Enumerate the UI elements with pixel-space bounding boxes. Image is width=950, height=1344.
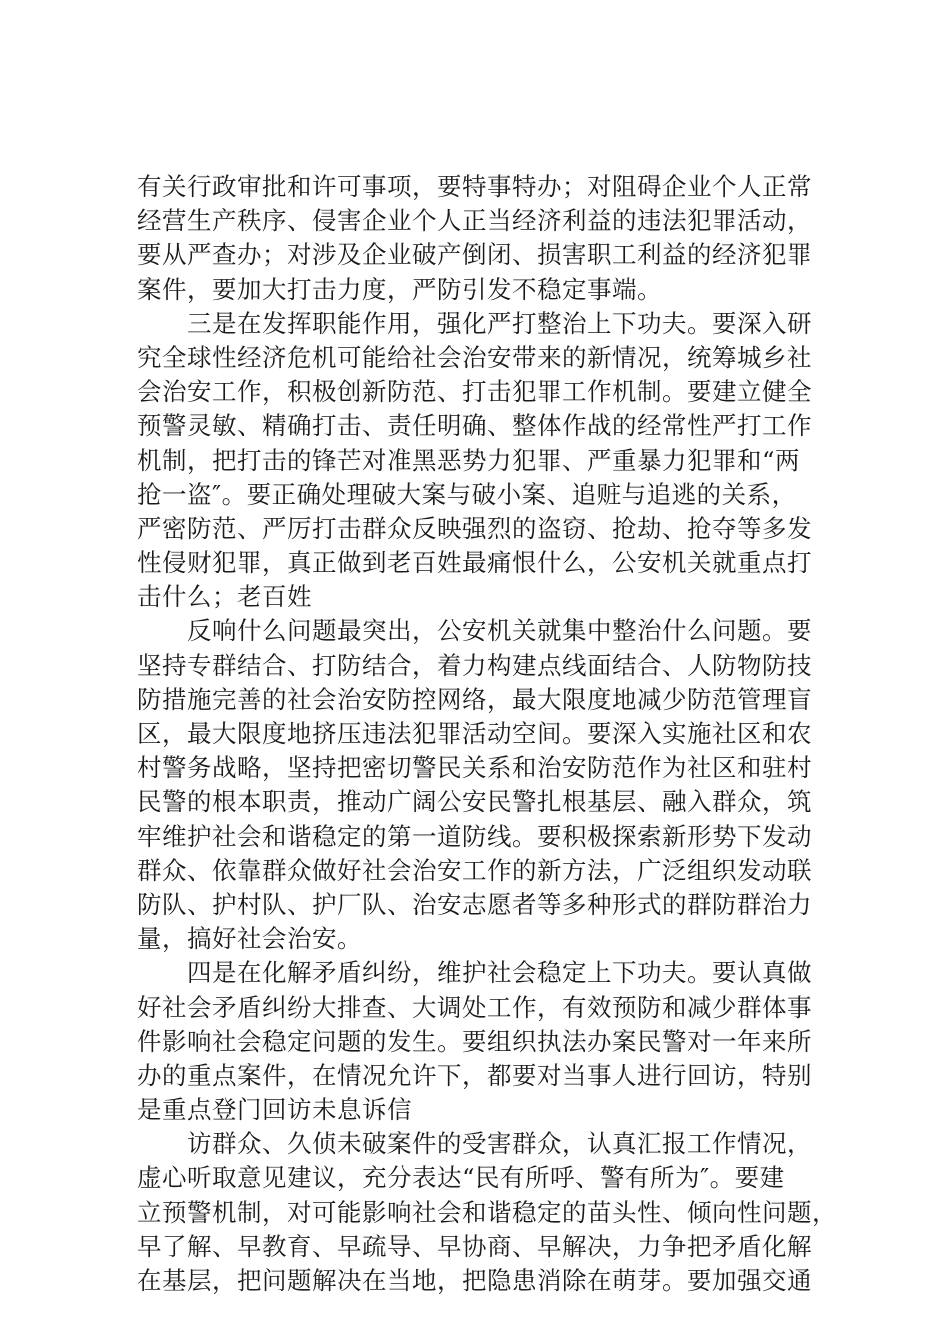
- text-line: 反响什么问题最突出，公安机关就集中整治什么问题。要: [187, 616, 812, 646]
- text-line: 虚心听取意见建议，充分表达“民有所呼、警有所为″。要建: [137, 1163, 785, 1193]
- text-line: 预警灵敏、精确打击、责任明确、整体作战的经常性严打工作: [137, 411, 812, 441]
- text-line: 抢一盗″。要正确处理破大案与破小案、追赃与追逃的关系，: [137, 479, 797, 509]
- text-line: 防队、护村队、护厂队、治安志愿者等多种形式的群防群治力: [137, 889, 812, 919]
- text-line: 防措施完善的社会治安防控网络，最大限度地减少防范管理盲: [137, 684, 812, 714]
- text-line: 好社会矛盾纠纷大排查、大调处工作，有效预防和减少群体事: [137, 992, 812, 1022]
- text-line: 牢维护社会和谐稳定的第一道防线。要积极探索新形势下发动: [137, 821, 812, 851]
- text-line: 坚持专群结合、打防结合，着力构建点线面结合、人防物防技: [137, 650, 812, 680]
- text-line: 三是在发挥职能作用，强化严打整治上下功夫。要深入研: [187, 308, 812, 338]
- text-line: 案件，要加大打击力度，严防引发不稳定事端。: [137, 274, 662, 304]
- text-line: 村警务战略，坚持把密切警民关系和治安防范作为社区和驻村: [137, 753, 812, 783]
- text-line: 办的重点案件，在情况允许下，都要对当事人进行回访，特别: [137, 1060, 812, 1090]
- text-line: 量，搞好社会治安。: [137, 924, 362, 954]
- document-body: [137, 170, 837, 1298]
- text-line: 是重点登门回访未息诉信: [137, 1095, 412, 1125]
- text-line: 在基层，把问题解决在当地，把隐患消除在萌芽。要加强交通: [137, 1266, 812, 1295]
- text-line: 会治安工作，积极创新防范、打击犯罪工作机制。要建立健全: [137, 377, 812, 407]
- text-line: 早了解、早教育、早疏导、早协商、早解决，力争把矛盾化解: [137, 1231, 812, 1261]
- text-line: 有关行政审批和许可事项，要特事特办；对阻碍企业个人正常: [137, 172, 812, 201]
- text-line: 四是在化解矛盾纠纷，维护社会稳定上下功夫。要认真做: [187, 958, 812, 988]
- text-line: 访群众、久侦未破案件的受害群众，认真汇报工作情况，: [187, 1129, 812, 1159]
- text-line: 区，最大限度地挤压违法犯罪活动空间。要深入实施社区和农: [137, 719, 812, 748]
- text-line: 群众、依靠群众做好社会治安工作的新方法，广泛组织发动联: [137, 855, 812, 885]
- text-line: 件影响社会稳定问题的发生。要组织执法办案民警对一年来所: [137, 1026, 812, 1056]
- text-line: 性侵财犯罪，真正做到老百姓最痛恨什么，公安机关就重点打: [137, 548, 812, 578]
- text-line: 击什么；老百姓: [137, 582, 312, 612]
- text-line: 机制，把打击的锋芒对准黑恶势力犯罪、严重暴力犯罪和“两: [137, 445, 801, 475]
- text-line: 严密防范、严厉打击群众反映强烈的盗窃、抢劫、抢夺等多发: [137, 513, 812, 543]
- text-line: 经营生产秩序、侵害企业个人正当经济利益的违法犯罪活动，: [137, 206, 812, 236]
- text-line: 究全球性经济危机可能给社会治安带来的新情况，统筹城乡社: [137, 342, 812, 372]
- text-line: 立预警机制，对可能影响社会和谐稳定的苗头性、倾向性问题，: [137, 1197, 837, 1227]
- text-line: 民警的根本职责，推动广阔公安民警扎根基层、融入群众，筑: [137, 787, 812, 817]
- text-line: 要从严查办；对涉及企业破产倒闭、损害职工利益的经济犯罪: [137, 240, 812, 270]
